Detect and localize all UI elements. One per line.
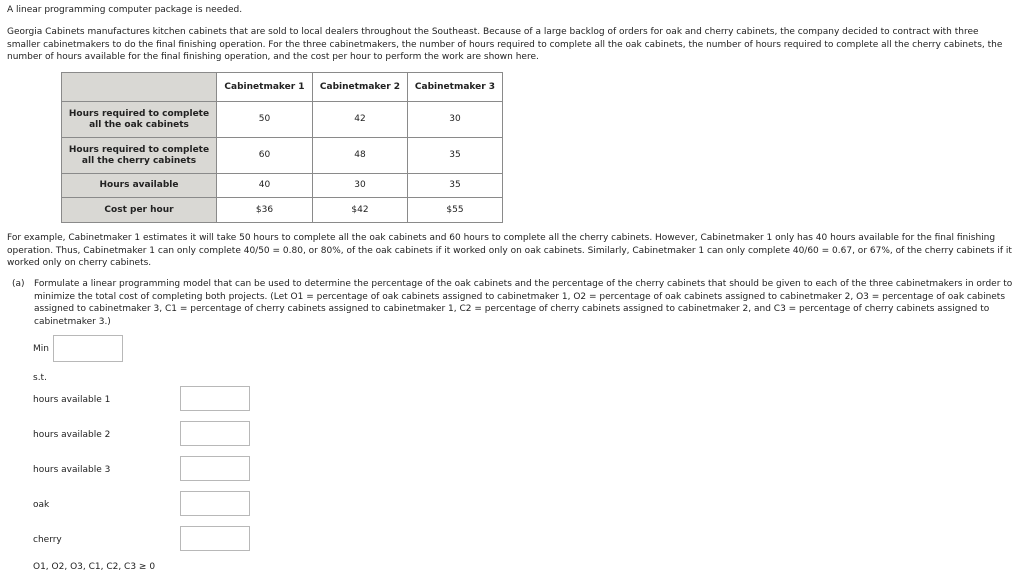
row-header: Hours required to complete all the cherry cabinets	[62, 138, 217, 174]
table-cell: 60	[217, 138, 313, 174]
table-cell: 50	[217, 102, 313, 138]
table-row	[62, 138, 503, 174]
table-cell: 35	[408, 174, 503, 198]
table-cell: 48	[313, 138, 408, 174]
constraint-input-hours-3[interactable]	[180, 456, 250, 481]
table-corner	[62, 73, 217, 102]
table-cell: 30	[408, 102, 503, 138]
problem-text: Georgia Cabinets manufactures kitchen cabinets that are sold to local dealers throughout the Southeast. Because of a large backlog of orders for oak and cherry cabinets, the company decided to contract with three smaller cabinetmakers to do the final finishing operation. For the three cabinetmakers, the number of hours required to complete all the oak cabinets, the number of hours required to complete all the cherry cabinets, the number of hours available for the final finishing operation, and the cost per hour to perform the work are shown here.	[7, 27, 1003, 62]
example-text: For example, Cabinetmaker 1 estimates it will take 50 hours to complete all the oak cabinets and 60 hours to complete all the cherry cabinets. However, Cabinetmaker 1 only has 40 hours available for the final finishing operation. Thus, Cabinetmaker 1 can only complete 40/50 = 0.80, or 80%, of the oak cabinets if it worked only on oak cabinets. Similarly, Cabinetmaker 1 can only complete 40/60 = 0.67, or 67%, of the cherry cabinets if it worked only on cherry cabinets.	[7, 233, 1012, 268]
constraint-input-hours-1[interactable]	[180, 386, 250, 411]
constraint-label-hours-1: hours available 1	[33, 395, 111, 405]
constraint-label-cherry: cherry	[33, 535, 62, 545]
table-row	[62, 198, 503, 223]
table-cell: $36	[217, 198, 313, 223]
row-header: Hours required to complete all the oak cabinets	[62, 102, 217, 138]
column-header: Cabinetmaker 2	[313, 73, 408, 102]
min-label: Min	[33, 344, 49, 354]
objective-input[interactable]	[53, 335, 123, 362]
part-a-text: Formulate a linear programming model that can be used to determine the percentage of the oak cabinets and the percentage of the cherry cabinets that should be given to each of the three cabinetmakers in order to minimize the total cost of completing both projects. (Let O1 = percentage of oak cabinets assigned to cabinetmaker 1, O2 = percentage of oak cabinets assigned to cabinetmaker 2, O3 = percentage of oak cabinets assigned to cabinetmaker 3, C1 = percentage of cherry cabinets assigned to cabinetmaker 1, C2 = percentage of cherry cabinets assigned to cabinetmaker 2, and C3 = percentage of cherry cabinets assigned to cabinetmaker 3.)	[34, 279, 1013, 327]
table-cell: 42	[313, 102, 408, 138]
row-header: Cost per hour	[62, 198, 217, 223]
table-cell: 30	[313, 174, 408, 198]
column-header: Cabinetmaker 3	[408, 73, 503, 102]
nonnegativity-constraint: O1, O2, O3, C1, C2, C3 ≥ 0	[33, 562, 156, 572]
table-cell: 40	[217, 174, 313, 198]
subject-to-label: s.t.	[33, 373, 47, 383]
constraint-input-hours-2[interactable]	[180, 421, 250, 446]
constraint-label-hours-3: hours available 3	[33, 465, 111, 475]
constraint-input-cherry[interactable]	[180, 526, 250, 551]
row-header: Hours available	[62, 174, 217, 198]
table-row	[62, 174, 503, 198]
constraint-label-oak: oak	[33, 500, 50, 510]
cabinetmaker-table	[61, 72, 503, 223]
table-cell: $55	[408, 198, 503, 223]
part-a-label: (a)	[12, 279, 25, 289]
column-header: Cabinetmaker 1	[217, 73, 313, 102]
constraint-input-oak[interactable]	[180, 491, 250, 516]
table-row	[62, 102, 503, 138]
intro-text: A linear programming computer package is needed.	[7, 5, 243, 15]
table-cell: 35	[408, 138, 503, 174]
table-cell: $42	[313, 198, 408, 223]
constraint-label-hours-2: hours available 2	[33, 430, 111, 440]
